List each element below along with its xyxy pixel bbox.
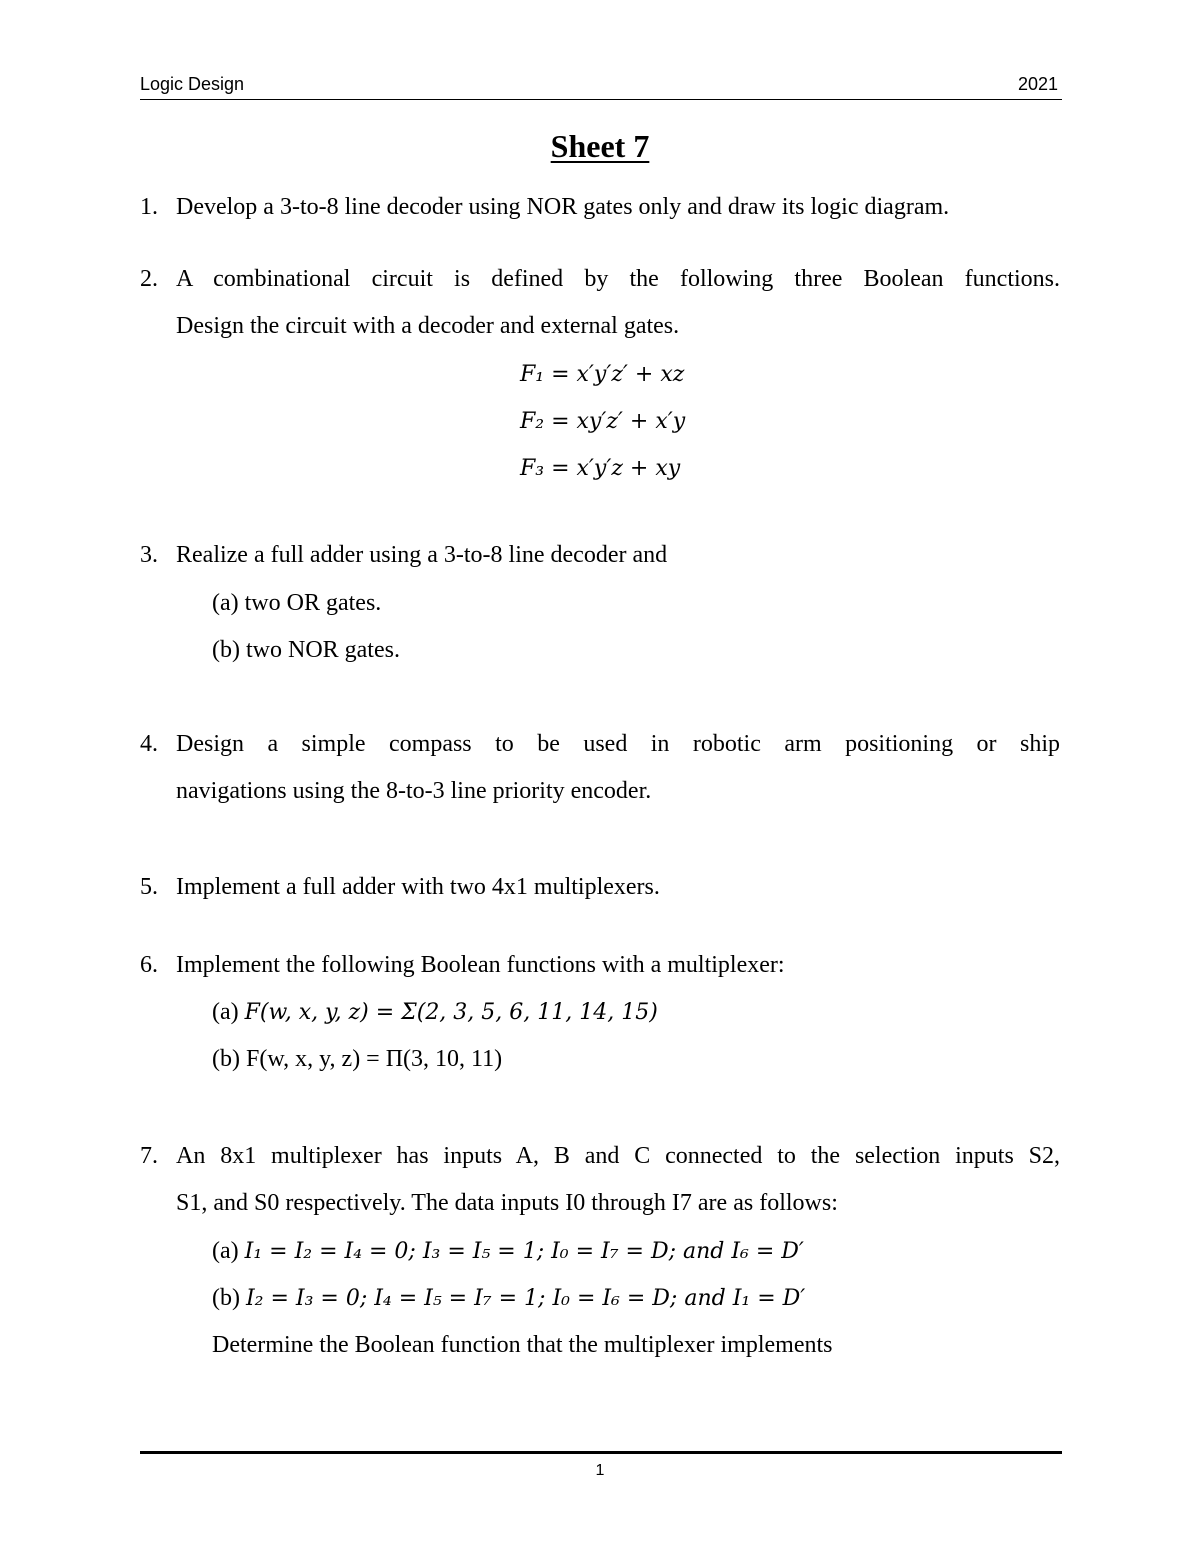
- part-expression: F(w, x, y, z) = Π(3, 10, 11): [245, 1046, 503, 1072]
- part-label: (a): [212, 999, 239, 1025]
- equation-f3: F₃ = x′y′z + xy: [520, 456, 681, 481]
- question-number: 6.: [140, 952, 158, 978]
- part-label: (a): [212, 1238, 239, 1264]
- page-number: 1: [595, 1462, 605, 1479]
- question-text: Implement a full adder with two 4x1 multiplexers.: [176, 874, 660, 900]
- question-text-line: navigations using the 8-to-3 line priority encoder.: [176, 778, 652, 804]
- question-4: [140, 721, 1060, 815]
- question-number: 1.: [140, 194, 158, 220]
- part-expression: F(w, x, y, z) = Σ(2, 3, 5, 6, 11, 14, 15): [244, 1000, 658, 1025]
- question-text: Develop a 3-to-8 line decoder using NOR gates only and draw its logic diagram.: [176, 194, 950, 220]
- question-2: [140, 256, 1060, 350]
- question-3: [140, 532, 1060, 579]
- header-course-title: Logic Design: [140, 74, 245, 94]
- footer-divider: [140, 1451, 1062, 1454]
- question-5: [140, 864, 1060, 911]
- question-text-line: Design a simple compass to be used in robotic arm positioning or ship: [176, 731, 1060, 757]
- question-text-line: Design the circuit with a decoder and external gates.: [176, 313, 680, 339]
- header-divider: [140, 99, 1062, 100]
- question-7: [140, 1133, 1060, 1227]
- question-text-line: S1, and S0 respectively. The data inputs I0 through I7 are as follows:: [176, 1190, 838, 1216]
- question-text: Implement the following Boolean functions with a multiplexer:: [176, 952, 785, 978]
- question-3-part-a: (a) two OR gates.: [212, 590, 382, 616]
- equation-f2: F₂ = xy′z′ + x′y: [520, 409, 686, 434]
- part-label: (b): [212, 1285, 240, 1311]
- page-title: Sheet 7: [550, 128, 650, 164]
- question-number: 4.: [140, 731, 158, 757]
- question-7-part-b: [212, 1275, 805, 1322]
- question-3-part-b: (b) two NOR gates.: [212, 637, 400, 663]
- question-number: 7.: [140, 1143, 158, 1169]
- question-6: [140, 942, 1060, 989]
- part-label: (b): [212, 1046, 240, 1072]
- question-1: [140, 184, 1060, 231]
- question-6-part-a: [212, 989, 658, 1036]
- question-7-closing: Determine the Boolean function that the multiplexer implements: [212, 1332, 833, 1358]
- question-text: Realize a full adder using a 3-to-8 line decoder and: [176, 542, 668, 568]
- part-expression: I₁ = I₂ = I₄ = 0; I₃ = I₅ = 1; I₀ = I₇ = D; and I₆ = D′: [244, 1239, 804, 1264]
- question-number: 3.: [140, 542, 158, 568]
- question-number: 5.: [140, 874, 158, 900]
- question-6-part-b: [212, 1036, 502, 1083]
- question-text-line: A combinational circuit is defined by the following three Boolean functions.: [176, 266, 1060, 292]
- equation-f1: F₁ = x′y′z′ + xz: [520, 362, 685, 387]
- question-7-part-a: [212, 1228, 804, 1275]
- header-year: 2021: [1017, 74, 1058, 94]
- part-expression: I₂ = I₃ = 0; I₄ = I₅ = I₇ = 1; I₀ = I₆ = D; and I₁ = D′: [245, 1286, 806, 1311]
- question-number: 2.: [140, 266, 158, 292]
- question-text-line: An 8x1 multiplexer has inputs A, B and C connected to the selection inputs S2,: [176, 1143, 1060, 1169]
